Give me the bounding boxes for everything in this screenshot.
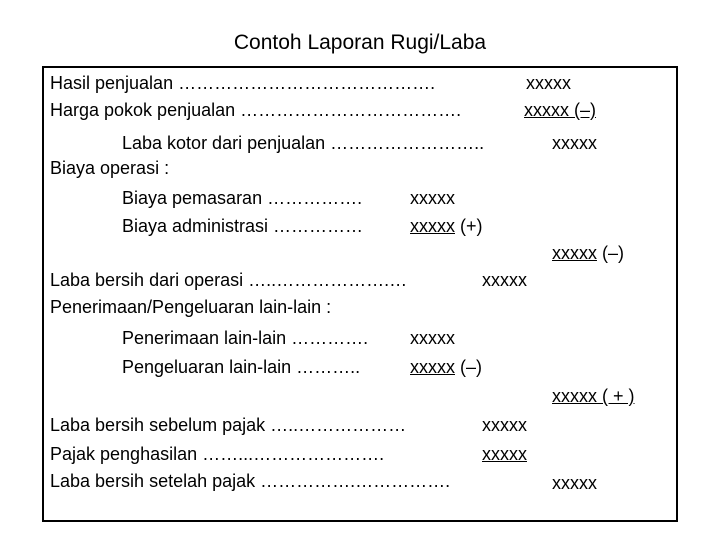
row-value-pajak-penghasilan: [482, 443, 527, 465]
row-value-laba-sebelum-pajak: [482, 414, 527, 436]
value-placeholder: xxxxx: [410, 328, 455, 348]
value-placeholder: xxxxx: [552, 473, 597, 493]
operator-mark: (–): [597, 243, 624, 263]
section-heading-penerimaan-pengeluaran: Penerimaan/Pengeluaran lain-lain :: [50, 297, 332, 317]
value-placeholder: xxxxx: [410, 216, 455, 236]
row-value-laba-kotor: [552, 132, 597, 154]
value-placeholder: xxxxx: [552, 133, 597, 153]
row-label-hasil-penjualan: Hasil penjualan …………………………………….: [50, 73, 436, 93]
row-label-laba-sebelum-pajak: Laba bersih sebelum pajak …..………………: [50, 415, 407, 435]
row-label-laba-kotor: Laba kotor dari penjualan ……………………..: [122, 133, 485, 153]
operator-mark: (–): [455, 357, 482, 377]
row-value-pengeluaran-lain: [410, 356, 482, 378]
row-value-laba-bersih-operasi: [482, 269, 527, 291]
value-placeholder: xxxxx: [482, 415, 527, 435]
row-value-harga-pokok-penjualan: [524, 99, 596, 121]
row-value-penerimaan-lain: [410, 327, 455, 349]
row-label-harga-pokok-penjualan: Harga pokok penjualan ……………………………….: [50, 100, 462, 120]
value-placeholder: xxxxx: [410, 188, 455, 208]
row-value-total-lain-lain: [552, 385, 635, 407]
operator-mark: ( + ): [597, 386, 635, 406]
row-value-biaya-pemasaran: [410, 187, 455, 209]
value-placeholder: xxxxx: [482, 444, 527, 464]
row-value-total-biaya-operasi: [552, 242, 624, 264]
row-label-biaya-administrasi: Biaya administrasi ……………: [122, 216, 364, 236]
operator-mark: (+): [455, 216, 483, 236]
statement-title: Contoh Laporan Rugi/Laba: [233, 31, 487, 54]
row-label-penerimaan-lain: Penerimaan lain-lain ………….: [122, 328, 369, 348]
row-value-laba-setelah-pajak: [552, 472, 597, 494]
value-placeholder: xxxxx: [482, 270, 527, 290]
value-placeholder: xxxxx: [526, 73, 571, 93]
operator-mark: (–): [574, 100, 597, 120]
row-label-pajak-penghasilan: Pajak penghasilan ……...………………….: [50, 444, 385, 464]
value-placeholder: xxxxx: [552, 243, 597, 263]
row-value-biaya-administrasi: [410, 215, 483, 237]
row-label-laba-bersih-operasi: Laba bersih dari operasi …..……………….…: [50, 270, 408, 290]
row-label-pengeluaran-lain: Pengeluaran lain-lain ………..: [122, 357, 361, 377]
section-heading-biaya-operasi: Biaya operasi :: [50, 158, 170, 178]
row-label-laba-setelah-pajak: Laba bersih setelah pajak …………….…………….: [50, 471, 451, 491]
value-placeholder: xxxxx: [524, 100, 575, 120]
row-label-biaya-pemasaran: Biaya pemasaran …………….: [122, 188, 363, 208]
row-value-hasil-penjualan: [526, 72, 571, 94]
value-placeholder: xxxxx: [410, 357, 455, 377]
value-placeholder: xxxxx: [552, 386, 597, 406]
